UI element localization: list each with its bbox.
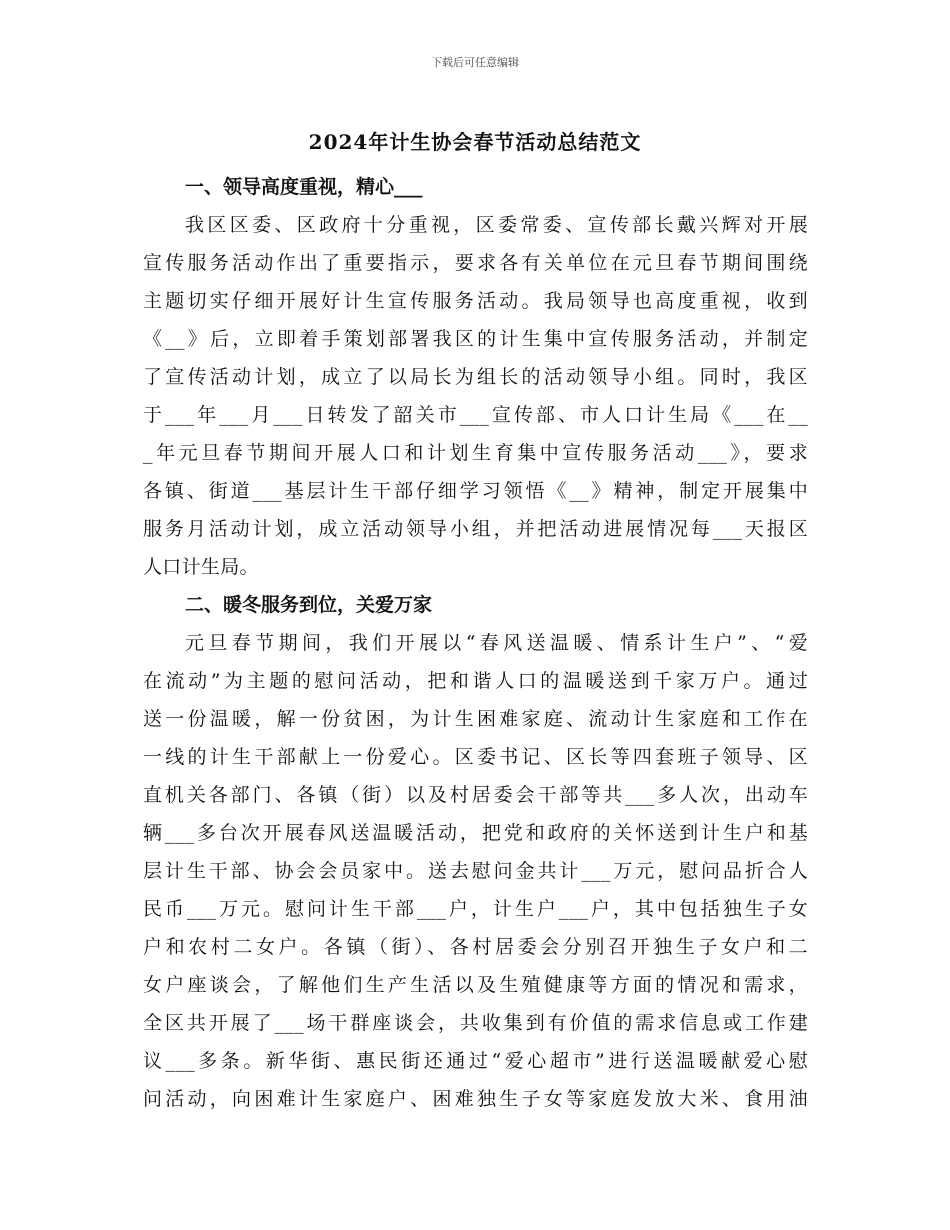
- paragraph-line: 一线的计生干部献上一份爱心。区委书记、区长等四套班子领导、区: [143, 746, 808, 768]
- paragraph-line: 各镇、街道___基层计生干部仔细学习领悟《__》精神，制定开展集中: [143, 480, 808, 502]
- paragraph-line: 辆___多台次开展春风送温暖活动，把党和政府的关怀送到计生户和基: [143, 822, 808, 844]
- paragraph-line: _年元旦春节期间开展人口和计划生育集中宣传服务活动___》，要求: [143, 442, 808, 464]
- paragraph-line: 民币___万元。慰问计生干部___户，计生户___户，其中包括独生子女: [143, 898, 808, 920]
- paragraph-line: 主题切实仔细开展好计生宣传服务活动。我局领导也高度重视，收到: [143, 290, 808, 312]
- paragraph-line: 女户座谈会，了解他们生产生活以及生殖健康等方面的情况和需求，: [143, 974, 808, 996]
- paragraph-line: 问活动，向困难计生家庭户、困难独生子女等家庭发放大米、食用油: [143, 1088, 808, 1110]
- paragraph-line: 服务月活动计划，成立活动领导小组，并把活动进展情况每___天报区: [143, 518, 808, 540]
- page-header-note: 下载后可任意编辑: [431, 56, 519, 69]
- document-title: 2024年计生协会春节活动总结范文: [308, 130, 642, 154]
- paragraph-line: 议___多条。新华街、惠民街还通过“爱心超市”进行送温暖献爱心慰: [143, 1050, 808, 1072]
- paragraph-line: 户和农村二女户。各镇（街）、各村居委会分别召开独生子女户和二: [143, 936, 808, 958]
- section-heading-1: 一、领导高度重视，精心___: [185, 176, 423, 198]
- paragraph-line: 了宣传活动计划，成立了以局长为组长的活动领导小组。同时，我区: [143, 366, 808, 388]
- paragraph-line: 《__》后，立即着手策划部署我区的计生集中宣传服务活动，并制定: [143, 328, 808, 350]
- paragraph-line: 全区共开展了___场干群座谈会，共收集到有价值的需求信息或工作建: [143, 1012, 808, 1034]
- paragraph-line: 送一份温暖，解一份贫困，为计生困难家庭、流动计生家庭和工作在: [143, 708, 808, 730]
- paragraph-line: 于___年___月___日转发了韶关市___宣传部、市人口计生局《___在__: [143, 404, 808, 426]
- document-body: [143, 168, 808, 1118]
- paragraph-line: 我区区委、区政府十分重视，区委常委、宣传部长戴兴辉对开展: [185, 214, 808, 236]
- paragraph-line: 在流动”为主题的慰问活动，把和谐人口的温暖送到千家万户。通过: [143, 670, 808, 692]
- paragraph-line: 层计生干部、协会会员家中。送去慰问金共计___万元，慰问品折合人: [143, 860, 808, 882]
- section-heading-2: 二、暖冬服务到位，关爱万家: [185, 594, 433, 616]
- paragraph-line: 直机关各部门、各镇（街）以及村居委会干部等共___多人次，出动车: [143, 784, 808, 806]
- section-2-body: [143, 624, 808, 1118]
- paragraph-line: 宣传服务活动作出了重要指示，要求各有关单位在元旦春节期间围绕: [143, 252, 808, 274]
- paragraph-line: 元旦春节期间，我们开展以“春风送温暖、情系计生户”、“爱: [185, 632, 808, 654]
- paragraph-line: 人口计生局。: [143, 556, 259, 578]
- section-1-body: [143, 206, 808, 586]
